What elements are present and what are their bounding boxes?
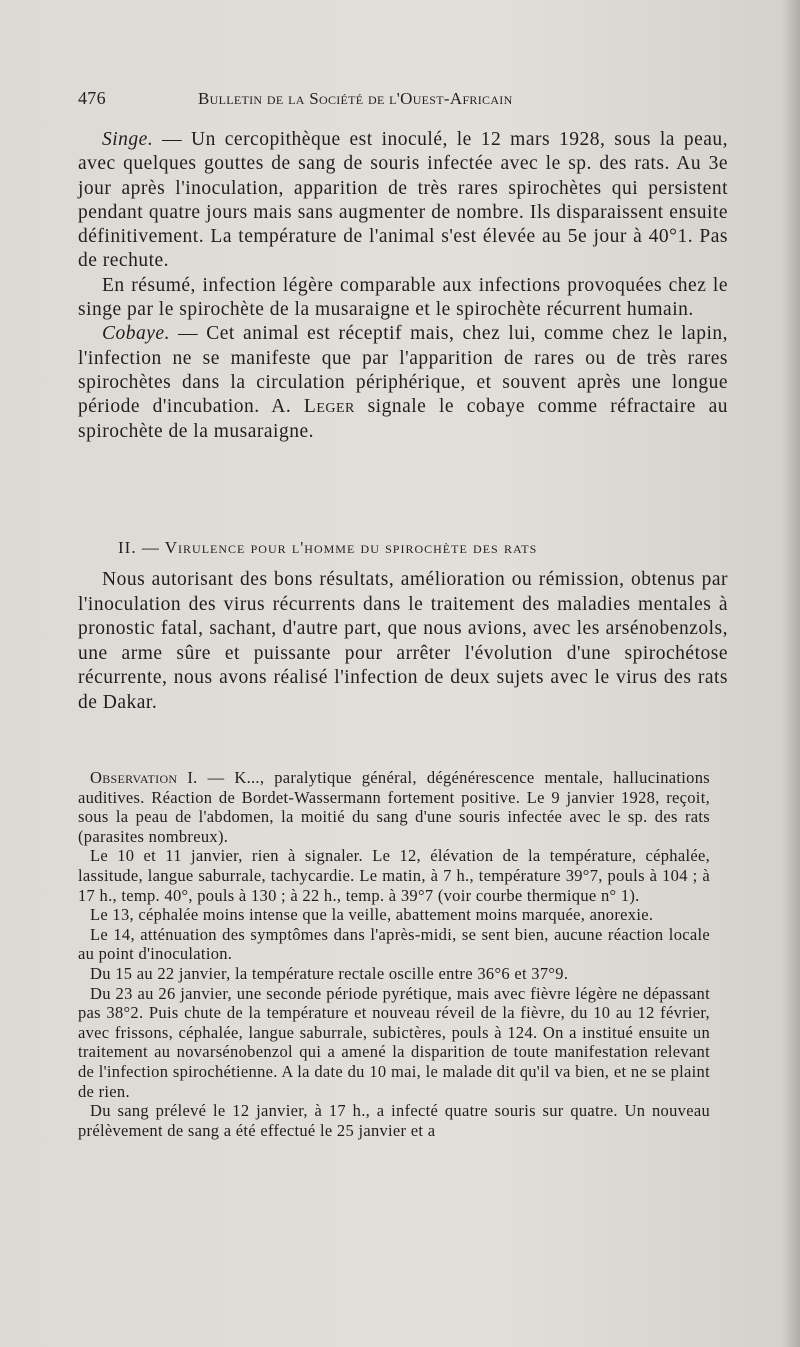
section-title: — Virulence pour l'homme du spirochète des rats (136, 538, 538, 557)
running-title: Bulletin de la Société de l'Ouest-Africain (198, 89, 513, 108)
paragraph-text-after: signale le cobaye comme réfractaire au spirochète de la musaraigne. (78, 396, 728, 442)
paragraph-text: — Un cercopithèque est inoculé, le 12 mars 1928, sous la peau, avec quelques gouttes de sang de souris infectée avec le sp. des rats. Au 3e jour après l'inoculation, apparition de très rares spirochètes qui persistent pendant quatre jours mais sans augmenter de nombre. Ils disparaissent ensuite définitivement. La température de l'animal s'est élevée au 5e jour à 40°1. Pas de rechute. (78, 129, 728, 272)
section-paragraph: Nous autorisant des bons résultats, amélioration ou rémission, obtenus par l'inoculation des virus récurrents dans le traitement des maladies mentales à pronostic fatal, sachant, d'autre part, que nous avions, avec les arsénobenzols, une arme sûre et puissante pour arrêter l'évolution d'une spirochétose récurrente, nous avons réalisé l'infection de deux sujets avec le virus des rats de Dakar. (78, 569, 728, 713)
observation-paragraph: Du sang prélevé le 12 janvier, à 17 h., a infecté quatre souris sur quatre. Un nouveau prélèvement de sang a été effectué le 25 janvier et a (78, 1101, 710, 1140)
section-heading (118, 538, 718, 558)
body-text-top (78, 128, 728, 444)
page-edge-shadow (782, 0, 800, 1347)
observation-paragraph: Le 13, céphalée moins intense que la veille, abattement moins marquée, anorexie. (90, 905, 654, 925)
paragraph-text: — Cet animal est réceptif mais, chez lui, comme chez le lapin, l'infection ne se manifeste que par l'apparition de rares ou de très rares spirochètes dans la circulation périphérique, et souvent après une longue période d'incubation. A. (78, 323, 728, 418)
observation-label: Observation I. (90, 768, 198, 787)
paragraph-label: Cobaye. (102, 323, 170, 345)
observation-paragraph: Du 15 au 22 janvier, la température rectale oscille entre 36°6 et 37°9. (90, 963, 569, 983)
observation-paragraph (78, 768, 710, 846)
page-number: 476 (78, 88, 106, 108)
observation-block (78, 768, 710, 1140)
observation-text: — K..., paralytique général, dégénérescence mentale, hallucinations auditives. Réaction de Bordet-Wassermann fortement positive. Le 9 janvier 1928, reçoit, sous la peau de l'abdomen, la moitié du sang d'une souris infectée avec le sp. des rats (parasites nombreux). (78, 768, 711, 846)
paragraph-text: En résumé, infection légère comparable aux infections provoquées chez le singe par le spirochète de la musaraigne et le spirochète récurrent humain. (78, 274, 728, 321)
paragraph-cobaye (78, 322, 728, 443)
paragraph-label: Singe. (102, 129, 154, 150)
body-text-section (78, 568, 728, 715)
author-name: Leger (303, 396, 355, 418)
paragraph-resume (78, 274, 728, 323)
observation-paragraph: Le 10 et 11 janvier, rien à signaler. Le 12, élévation de la température, céphalée, lassitude, langue saburrale, tachycardie. Le matin, à 7 h., température 39°7, pouls à 104 ; à 17 h., temp. 40°, pouls à 130 ; à 22 h., temp. à 39°7 (voir courbe thermique n° 1). (78, 846, 710, 905)
section-number: II. (118, 538, 137, 557)
paragraph-singe (78, 128, 728, 274)
observation-paragraph: Du 23 au 26 janvier, une seconde période pyrétique, mais avec fièvre légère ne dépassant pas 38°2. Puis chute de la température et nouveau réveil de la fièvre, du 10 au 12 février, avec frissons, céphalée, langue saburrale, subictères, pouls à 124. On a institué ensuite un traitement au novarsénobenzol qui a amené la disparition de toute manifestation relevant de l'infection spirochétienne. A la date du 10 mai, le malade dit qu'il va bien, et ne se plaint de rien. (78, 983, 710, 1101)
observation-paragraph: Le 14, atténuation des symptômes dans l'après-midi, se sent bien, aucune réaction locale au point d'inoculation. (78, 924, 710, 964)
